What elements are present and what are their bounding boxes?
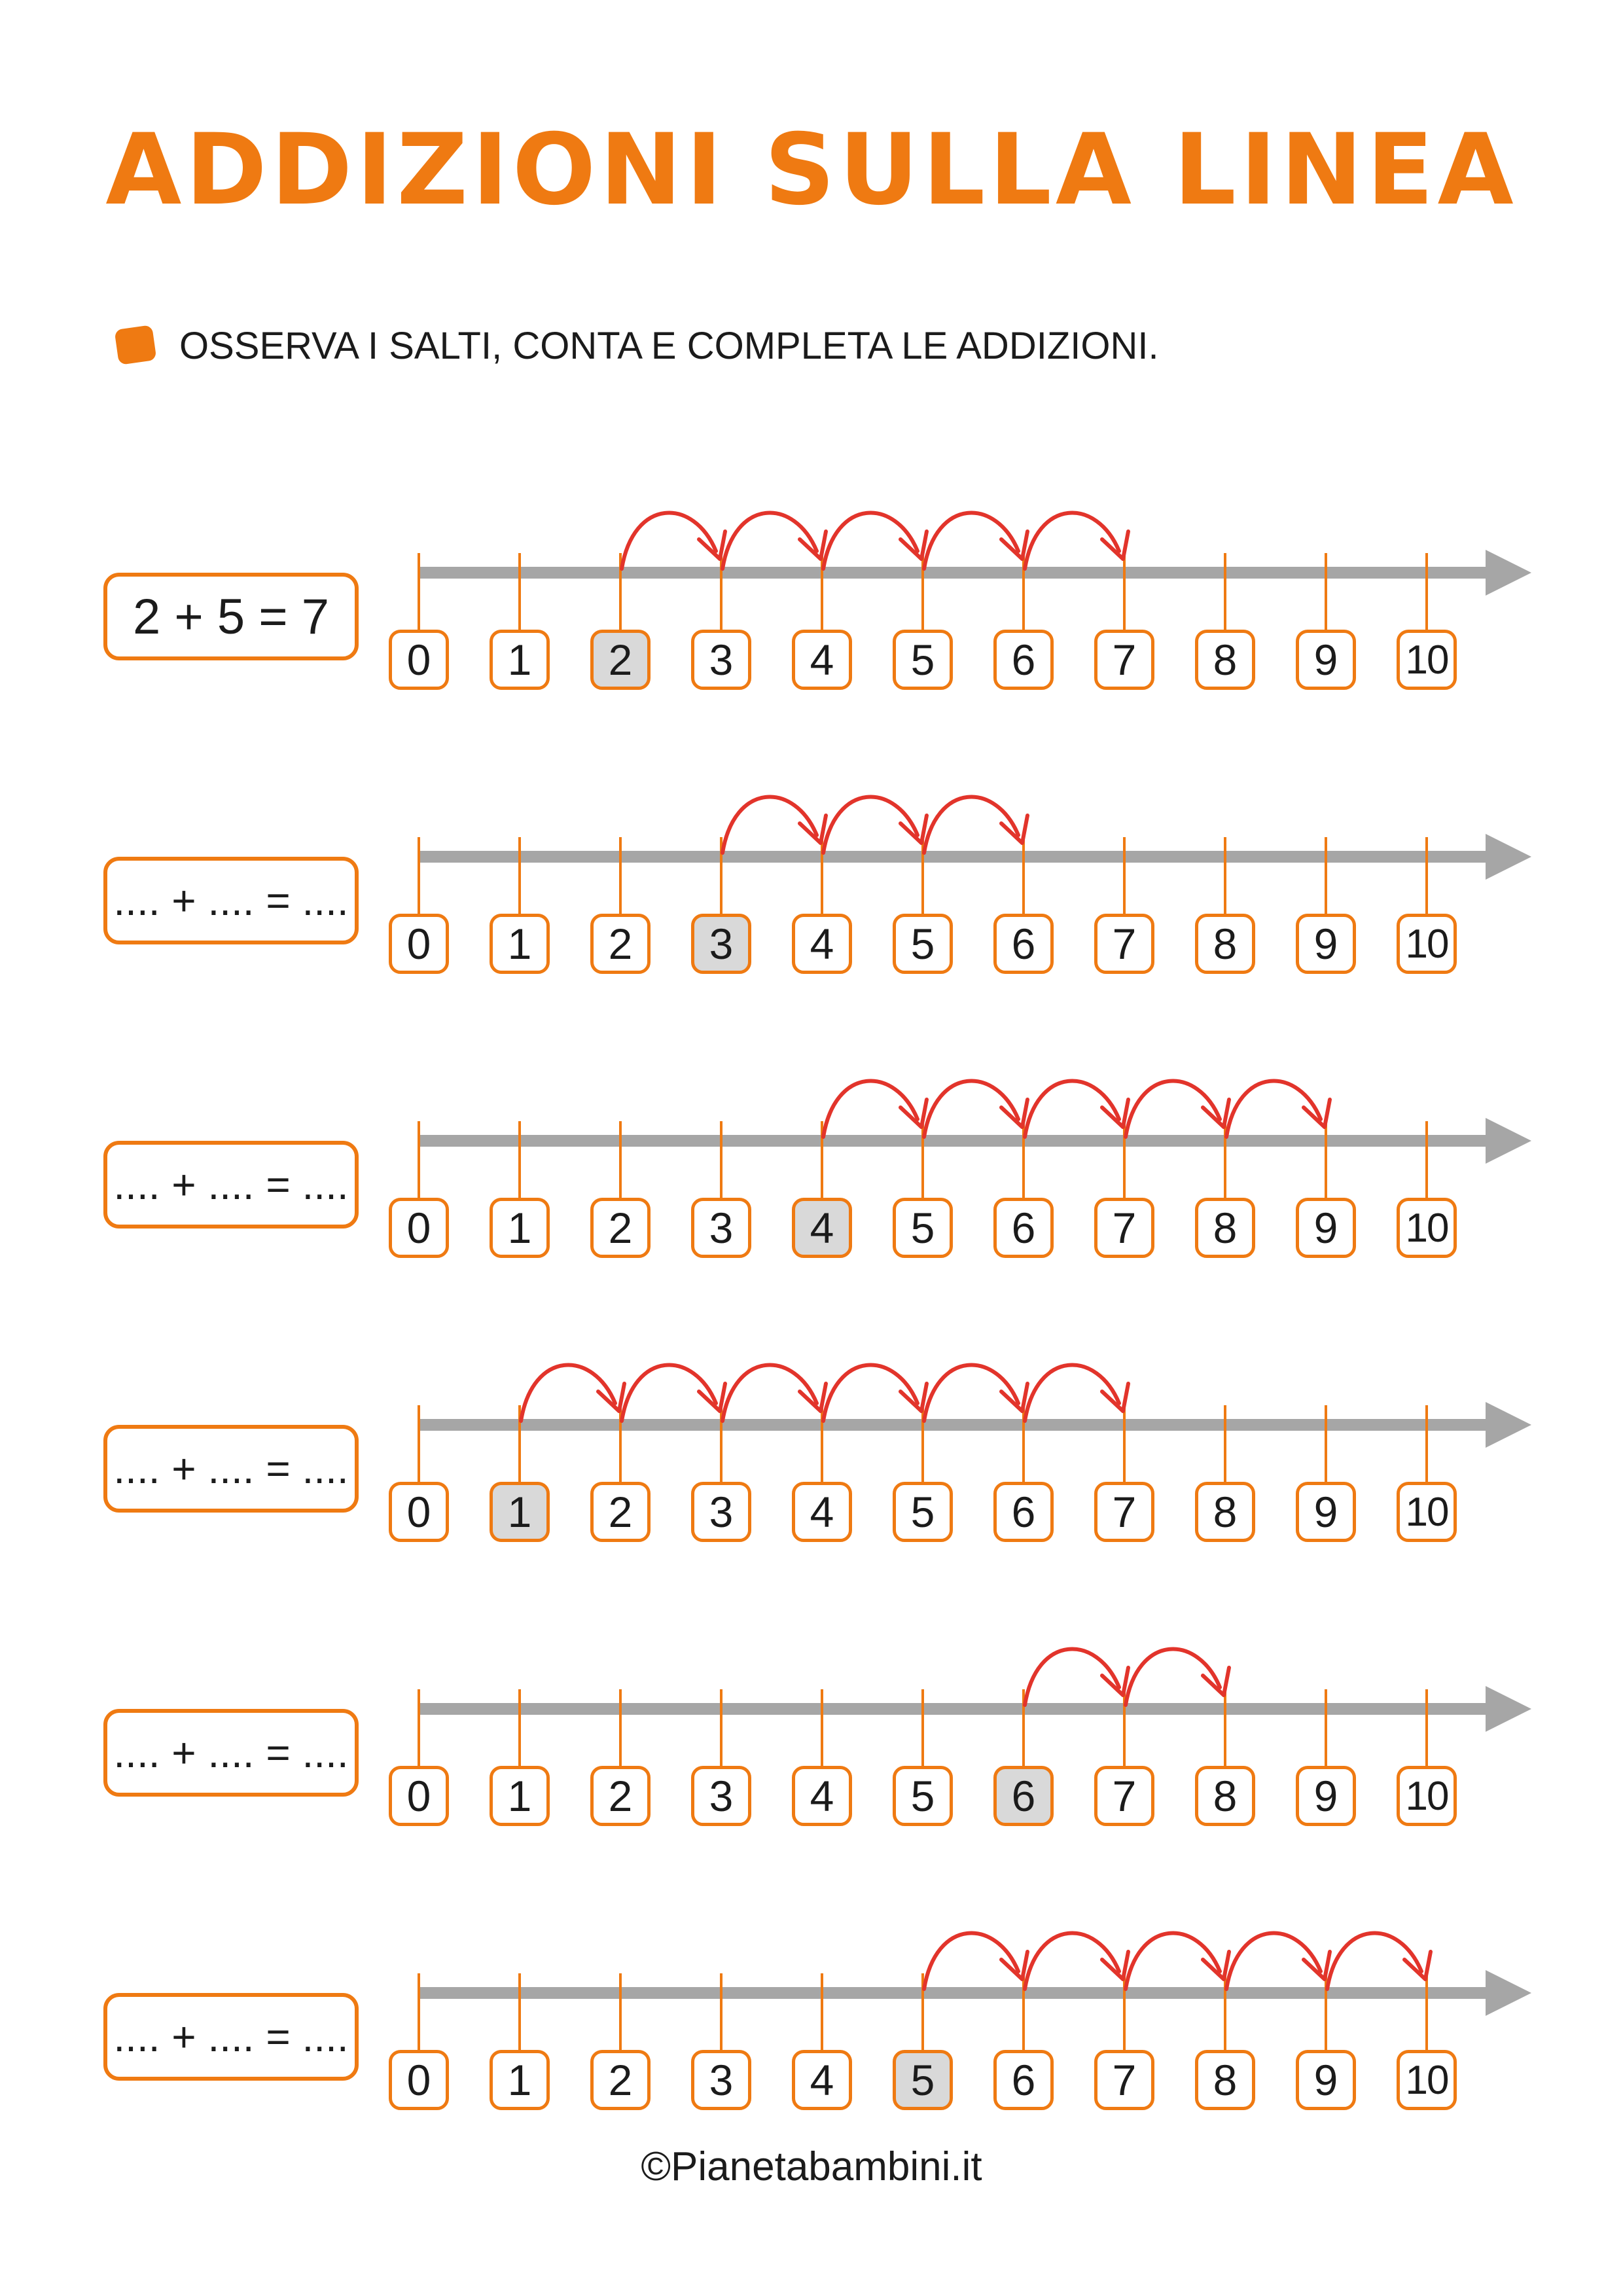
instruction-text: OSSERVA I SALTI, CONTA E COMPLETA LE ADDIZIONI. bbox=[179, 325, 1159, 367]
number-box: 0 bbox=[389, 1766, 449, 1826]
axis-arrowhead-icon bbox=[1486, 550, 1531, 596]
answer-box[interactable]: .... + .... = .... bbox=[103, 1425, 359, 1513]
number-box: 0 bbox=[389, 1198, 449, 1258]
number-box: 1 bbox=[490, 630, 550, 690]
number-box: 4 bbox=[792, 630, 852, 690]
start-number-box: 2 bbox=[590, 630, 651, 690]
number-box: 7 bbox=[1094, 1198, 1154, 1258]
exercise-row bbox=[0, 775, 1623, 971]
number-box: 3 bbox=[691, 1198, 751, 1258]
number-box: 4 bbox=[792, 1766, 852, 1826]
footer-credit: ©Pianetabambini.it bbox=[641, 2144, 982, 2189]
number-box: 0 bbox=[389, 630, 449, 690]
number-box: 5 bbox=[893, 1482, 953, 1542]
exercise-row bbox=[0, 1911, 1623, 2108]
answer-box[interactable]: .... + .... = .... bbox=[103, 1709, 359, 1797]
number-box: 6 bbox=[993, 1482, 1054, 1542]
number-box: 8 bbox=[1195, 914, 1255, 974]
number-box: 3 bbox=[691, 1482, 751, 1542]
number-box: 7 bbox=[1094, 1766, 1154, 1826]
number-box: 2 bbox=[590, 1198, 651, 1258]
number-box: 10 bbox=[1397, 630, 1457, 690]
number-box: 1 bbox=[490, 1198, 550, 1258]
bullet-icon bbox=[115, 325, 157, 365]
answer-box[interactable]: .... + .... = .... bbox=[103, 1993, 359, 2081]
exercise-row bbox=[0, 1627, 1623, 1823]
number-box: 5 bbox=[893, 914, 953, 974]
example-equation: 2 + 5 = 7 bbox=[103, 573, 359, 660]
number-box: 10 bbox=[1397, 1198, 1457, 1258]
number-box: 3 bbox=[691, 2050, 751, 2110]
number-box: 9 bbox=[1296, 1766, 1356, 1826]
exercise-row bbox=[0, 1059, 1623, 1255]
number-box: 7 bbox=[1094, 2050, 1154, 2110]
number-box: 1 bbox=[490, 914, 550, 974]
number-box: 6 bbox=[993, 1198, 1054, 1258]
number-box: 1 bbox=[490, 1766, 550, 1826]
exercise-row bbox=[0, 491, 1623, 687]
number-box: 7 bbox=[1094, 630, 1154, 690]
start-number-box: 1 bbox=[490, 1482, 550, 1542]
number-box: 9 bbox=[1296, 1482, 1356, 1542]
number-box: 8 bbox=[1195, 630, 1255, 690]
axis-arrowhead-icon bbox=[1486, 1118, 1531, 1164]
number-box: 5 bbox=[893, 1198, 953, 1258]
number-box: 8 bbox=[1195, 1198, 1255, 1258]
number-box: 4 bbox=[792, 914, 852, 974]
number-box: 7 bbox=[1094, 914, 1154, 974]
number-box: 3 bbox=[691, 630, 751, 690]
start-number-box: 5 bbox=[893, 2050, 953, 2110]
number-box: 2 bbox=[590, 1482, 651, 1542]
number-box: 7 bbox=[1094, 1482, 1154, 1542]
answer-box[interactable]: .... + .... = .... bbox=[103, 857, 359, 944]
number-box: 2 bbox=[590, 1766, 651, 1826]
answer-box[interactable]: .... + .... = .... bbox=[103, 1141, 359, 1229]
axis-arrowhead-icon bbox=[1486, 1402, 1531, 1448]
number-box: 9 bbox=[1296, 914, 1356, 974]
number-box: 0 bbox=[389, 1482, 449, 1542]
number-box: 8 bbox=[1195, 1482, 1255, 1542]
number-box: 5 bbox=[893, 1766, 953, 1826]
page-title: ADDIZIONI SULLA LINEA bbox=[105, 113, 1518, 227]
number-box: 6 bbox=[993, 2050, 1054, 2110]
number-box: 8 bbox=[1195, 1766, 1255, 1826]
number-box: 6 bbox=[993, 630, 1054, 690]
number-box: 1 bbox=[490, 2050, 550, 2110]
number-box: 2 bbox=[590, 2050, 651, 2110]
number-box: 10 bbox=[1397, 2050, 1457, 2110]
number-box: 6 bbox=[993, 914, 1054, 974]
number-box: 8 bbox=[1195, 2050, 1255, 2110]
start-number-box: 6 bbox=[993, 1766, 1054, 1826]
number-box: 2 bbox=[590, 914, 651, 974]
number-box: 3 bbox=[691, 1766, 751, 1826]
number-box: 4 bbox=[792, 2050, 852, 2110]
start-number-box: 4 bbox=[792, 1198, 852, 1258]
number-box: 9 bbox=[1296, 630, 1356, 690]
axis-arrowhead-icon bbox=[1486, 834, 1531, 880]
axis-arrowhead-icon bbox=[1486, 1686, 1531, 1732]
exercise-row bbox=[0, 1343, 1623, 1539]
number-box: 5 bbox=[893, 630, 953, 690]
number-box: 0 bbox=[389, 2050, 449, 2110]
number-box: 4 bbox=[792, 1482, 852, 1542]
number-box: 10 bbox=[1397, 1482, 1457, 1542]
number-box: 10 bbox=[1397, 914, 1457, 974]
axis-arrowhead-icon bbox=[1486, 1970, 1531, 2016]
number-box: 10 bbox=[1397, 1766, 1457, 1826]
number-box: 9 bbox=[1296, 1198, 1356, 1258]
start-number-box: 3 bbox=[691, 914, 751, 974]
number-box: 0 bbox=[389, 914, 449, 974]
number-box: 9 bbox=[1296, 2050, 1356, 2110]
